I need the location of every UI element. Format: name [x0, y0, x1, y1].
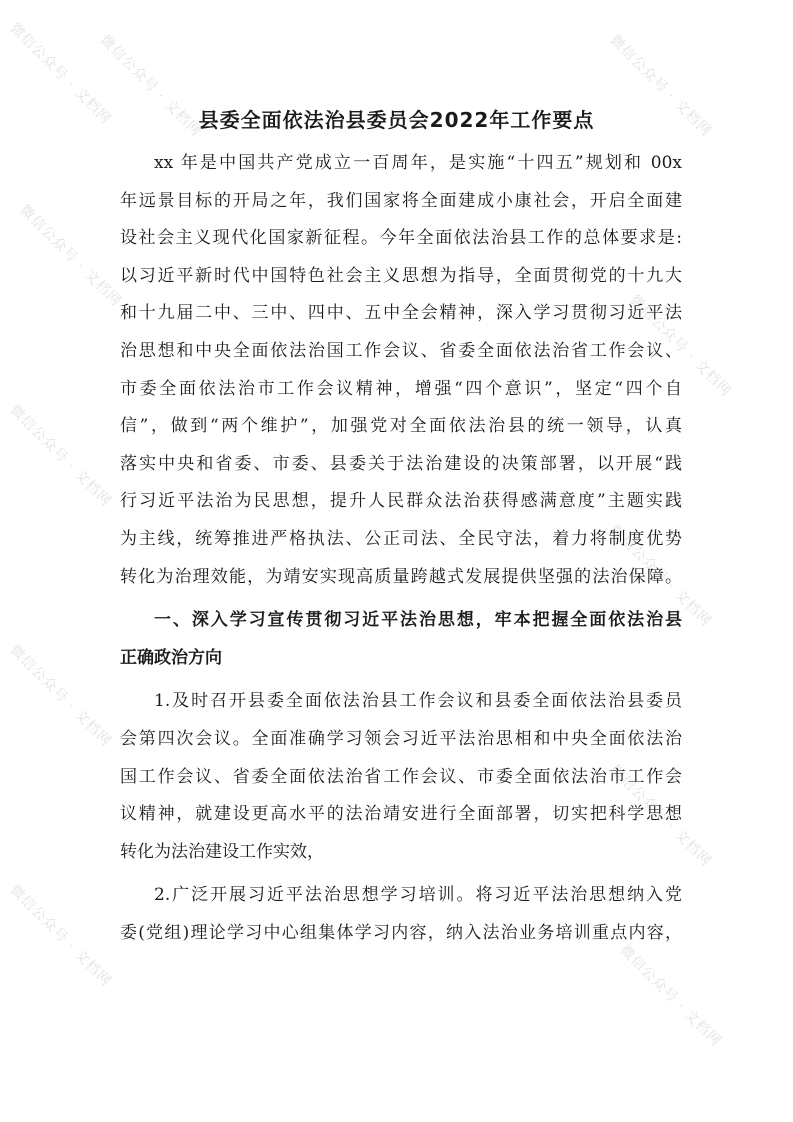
text-line: 治思想和中央全面依法治国工作会议、省委全面依法治省工作会议、 — [120, 340, 682, 361]
text-line: 委(党组)理论学习中心组集体学习内容，纳入法治业务培训重点内容， — [120, 922, 682, 943]
text-line: xx 年是中国共产党成立一百周年，是实施“十四五”规划和 00x — [154, 153, 682, 173]
watermark: 微信公众号 · 文档网 — [616, 942, 725, 1050]
text-line: 落实中央和省委、市委、县委关于法治建设的决策部署，以开展“践 — [120, 453, 682, 474]
text-line: 和十九届二中、三中、四中、五中全会精神，深入学习贯彻习近平法 — [120, 303, 682, 324]
text-line: 转化为法治建设工作实效， — [120, 841, 324, 862]
text-line: 设社会主义现代化国家新征程。今年全面依法治县工作的总体要求是: — [120, 228, 682, 249]
watermark: 微信公众号 · 文档网 — [16, 202, 125, 310]
text-line: 市委全面依法治市工作会议精神，增强“四个意识”，坚定“四个自 — [120, 378, 682, 399]
watermark: 微信公众号 · 文档网 — [606, 522, 715, 630]
watermark: 微信公众号 · 文档网 — [606, 762, 715, 870]
text-line: 行习近平法治为民思想，提升人民群众法治获得感满意度”主题实践 — [120, 491, 682, 512]
text-line: 转化为治理效能，为靖安实现高质量跨越式发展提供坚强的法治保障。 — [120, 566, 682, 587]
heading-line: 正确政治方向 — [120, 647, 222, 668]
document-body — [120, 145, 682, 952]
item-paragraph-2 — [120, 877, 682, 952]
page-title: 县委全面依法治县委员会2022年工作要点 — [198, 108, 595, 132]
watermark: 微信公众号 · 文档网 — [6, 402, 115, 510]
text-line: 国工作会议、省委全面依法治省工作会议、市委全面依法治市工作会 — [120, 766, 682, 787]
text-line: 2.广泛开展习近平法治思想学习培训。将习近平法治思想纳入党 — [154, 885, 682, 906]
text-line: 议精神，就建设更高水平的法治靖安进行全面部署，切实把科学思想 — [120, 804, 682, 825]
watermark: 微信公众号 · 文档网 — [96, 32, 205, 140]
section-heading — [120, 602, 682, 677]
text-line: 年远景目标的开局之年，我们国家将全面建成小康社会，开启全面建 — [120, 190, 682, 211]
text-line: 以习近平新时代中国特色社会主义思想为指导，全面贯彻党的十九大 — [120, 265, 682, 286]
item-paragraph-1 — [120, 683, 682, 871]
text-line: 为主线，统筹推进严格执法、公正司法、全民守法，着力将制度优势 — [120, 528, 682, 549]
watermark: 微信公众号 · 文档网 — [6, 642, 115, 750]
watermark: 微信公众号 · 文档网 — [6, 20, 115, 128]
watermark: 微信公众号 · 文档网 — [626, 292, 735, 400]
heading-line: 一、深入学习宣传贯彻习近平法治思想，牢本把握全面依法治县 — [154, 610, 682, 631]
text-line: 1.及时召开县委全面依法治县工作会议和县委全面依法治县委员 — [154, 691, 682, 712]
watermark: 微信公众号 · 文档网 — [606, 32, 715, 140]
watermark: 微信公众号 · 文档网 — [6, 882, 115, 990]
text-line: 会第四次会议。全面准确学习领会习近平法治思相和中央全面依法治 — [120, 728, 682, 749]
intro-paragraph — [120, 145, 682, 596]
text-line: 信”，做到“两个维护”，加强党对全面依法治县的统一领导，认真 — [120, 416, 682, 437]
